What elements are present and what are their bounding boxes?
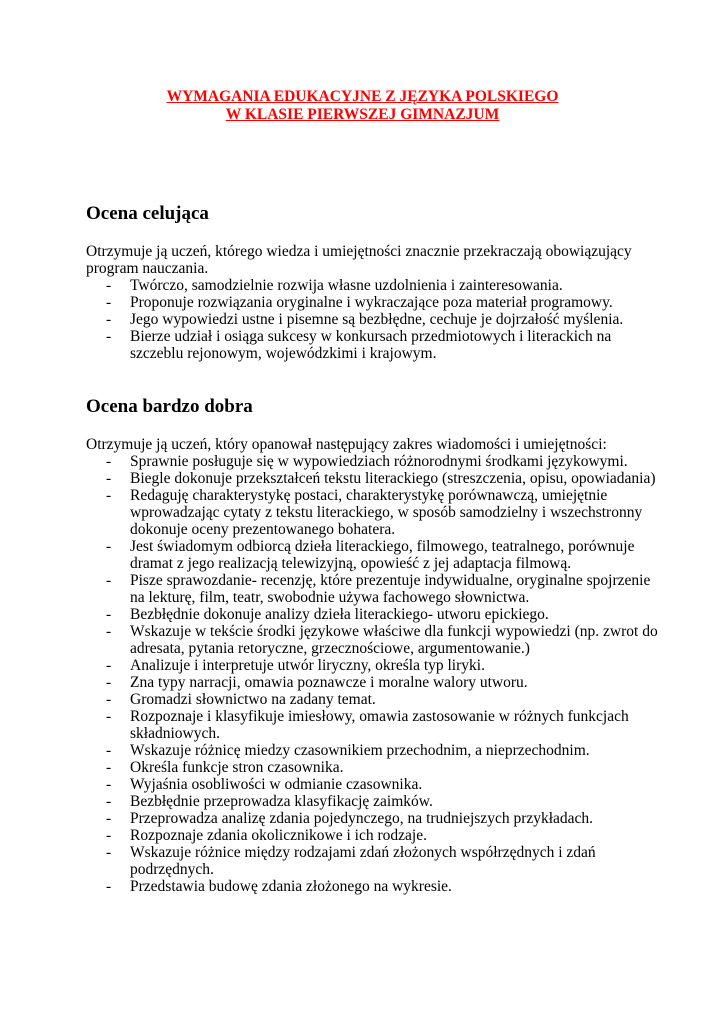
list-item-text: Bierze udział i osiąga sukcesy w konkursach przedmiotowych i literackich na szczeblu rejonowym, wojewódzkimi i krajowym. [130,328,612,362]
section-ocena-celujaca [86,203,666,362]
list-item [86,759,666,776]
list-item [86,878,666,895]
dash-bullet: - [106,776,112,793]
dash-bullet: - [106,606,112,623]
dash-bullet: - [106,487,112,504]
dash-bullet: - [106,572,112,589]
dash-bullet: - [106,311,112,328]
list-item-text: Biegle dokonuje przekształceń tekstu literackiego (streszczenia, opisu, opowiadania) [130,470,656,487]
list-item-text: Wskazuje różnice między rodzajami zdań złożonych współrzędnych i zdań podrzędnych. [130,844,596,878]
section-heading: Ocena celująca [86,203,209,224]
list-item-text: Analizuje i interpretuje utwór liryczny, określa typ liryki. [130,657,485,674]
list-item [86,810,666,827]
dash-bullet: - [106,623,112,640]
list-item-text: Rozpoznaje i klasyfikuje imiesłowy, omawia zastosowanie w różnych funkcjach składniowych. [130,708,629,742]
list-item [86,453,666,470]
dash-bullet: - [106,844,112,861]
list-item [86,657,666,674]
list-item-text: Przeprowadza analizę zdania pojedynczego, na trudniejszych przykładach. [130,810,594,827]
list-item [86,487,666,538]
list-item-text: Bezbłędnie przeprowadza klasyfikację zaimków. [130,793,433,810]
list-item [86,674,666,691]
list-item-text: Rozpoznaje zdania okolicznikowe i ich rodzaje. [130,827,427,844]
list-item [86,691,666,708]
dash-bullet: - [106,810,112,827]
list-item-text: Jest świadomym odbiorcą dzieła literackiego, filmowego, teatralnego, porównuje dramat z jego realizacją telewizyjną, opowieść z jej adaptacja filmową. [130,538,635,572]
dash-bullet: - [106,657,112,674]
list-item [86,572,666,606]
list-item [86,776,666,793]
list-item [86,742,666,759]
list-item [86,328,666,362]
document-title-line-2: W KLASIE PIERWSZEJ GIMNAZJUM [225,106,500,123]
list-item-text: Redaguję charakterystykę postaci, charakterystykę porównawczą, umiejętnie wprowadzając cytaty z tekstu literackiego, w sposób samodzielny i wszechstronny dokonuje oceny prezentowanego bohatera. [130,487,643,538]
dash-bullet: - [106,470,112,487]
list-item-text: Bezbłędnie dokonuje analizy dzieła literackiego- utworu epickiego. [130,606,549,623]
list-item [86,470,666,487]
dash-bullet: - [106,674,112,691]
list-item-text: Pisze sprawozdanie- recenzję, które prezentuje indywidualne, oryginalne spojrzenie na lekturę, film, teatr, swobodnie używa fachowego słownictwa. [130,572,651,606]
list-item [86,793,666,810]
section-heading: Ocena bardzo dobra [86,396,253,417]
list-item-text: Zna typy narracji, omawia poznawcze i moralne walory utworu. [130,674,528,691]
list-item [86,277,666,294]
list-item-text: Sprawnie posługuje się w wypowiedziach różnorodnymi środkami językowymi. [130,453,628,470]
dash-bullet: - [106,294,112,311]
dash-bullet: - [106,328,112,345]
list-item-text: Określa funkcje stron czasownika. [130,759,344,776]
document-title [0,88,725,124]
dash-bullet: - [106,277,112,294]
dash-bullet: - [106,827,112,844]
dash-bullet: - [106,742,112,759]
dash-bullet: - [106,708,112,725]
document-title-line-1: WYMAGANIA EDUKACYJNE Z JĘZYKA POLSKIEGO [166,88,559,105]
list-item-text: Wskazuje w tekście środki językowe właściwe dla funkcji wypowiedzi (np. zwrot do adresata, pytania retoryczne, grzecznościowe, argumentowanie.) [130,623,658,657]
list-item-text: Twórczo, samodzielnie rozwija własne uzdolnienia i zainteresowania. [130,277,563,294]
section-intro: Otrzymuje ją uczeń, który opanował następujący zakres wiadomości i umiejętności: [86,436,607,453]
dash-bullet: - [106,453,112,470]
list-item [86,844,666,878]
dash-bullet: - [106,793,112,810]
list-item [86,606,666,623]
list-item [86,311,666,328]
dash-bullet: - [106,878,112,895]
dash-bullet: - [106,759,112,776]
list-item [86,827,666,844]
list-item-text: Przedstawia budowę zdania złożonego na wykresie. [130,878,452,895]
dash-bullet: - [106,538,112,555]
list-item [86,538,666,572]
list-item-text: Wyjaśnia osobliwości w odmianie czasownika. [130,776,423,793]
section-ocena-bardzo-dobra [86,396,666,895]
section-intro: Otrzymuje ją uczeń, którego wiedza i umiejętności znacznie przekraczają obowiązujący program nauczania. [86,243,632,277]
list-item-text: Gromadzi słownictwo na zadany temat. [130,691,376,708]
list-item [86,294,666,311]
list-item [86,708,666,742]
list-item [86,623,666,657]
requirements-list [86,277,666,362]
dash-bullet: - [106,691,112,708]
list-item-text: Wskazuje różnicę miedzy czasownikiem przechodnim, a nieprzechodnim. [130,742,590,759]
list-item-text: Proponuje rozwiązania oryginalne i wykraczające poza materiał programowy. [130,294,613,311]
list-item-text: Jego wypowiedzi ustne i pisemne są bezbłędne, cechuje je dojrzałość myślenia. [130,311,624,328]
requirements-list [86,453,666,895]
